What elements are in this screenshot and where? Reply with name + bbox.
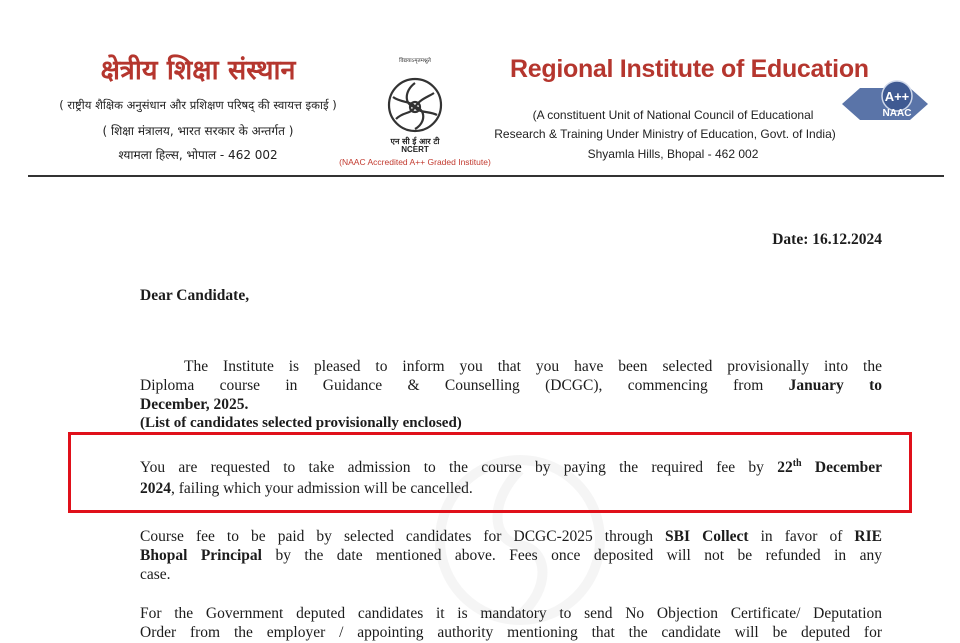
hindi-address: श्यामला हिल्स, भोपाल - 462 002 xyxy=(118,148,278,162)
para1-line3: December, 2025. xyxy=(140,396,249,413)
naac-badge-grade: A++ xyxy=(884,89,910,104)
salutation: Dear Candidate, xyxy=(140,287,250,304)
naac-accreditation-note: (NAAC Accredited A++ Graded Institute) xyxy=(339,157,491,167)
para1-line4: (List of candidates selected provisionally enclosed) xyxy=(140,415,462,431)
header-divider xyxy=(28,175,944,177)
para2-line1: You are requested to take admission to the course by paying the required fee by 22th December xyxy=(140,458,882,476)
hindi-subtitle-1: ( राष्ट्रीय शैक्षिक अनुसंधान और प्रशिक्षण परिषद् की स्वायत्त इकाई ) xyxy=(59,98,337,112)
para4-line1: For the Government deputed candidates it is mandatory to send No Objection Certificate/ Deputation xyxy=(140,605,882,622)
para1-line2: Diploma course in Guidance & Counselling (DCGC), commencing from January to xyxy=(140,377,883,394)
para3-line3: case. xyxy=(140,566,171,583)
naac-badge-label: NAAC xyxy=(882,108,912,119)
para3-line2: Bhopal Principal by the date mentioned above. Fees once deposited will not be refunded in any xyxy=(140,547,882,564)
english-subtitle-1: (A constituent Unit of National Council of Educational xyxy=(532,108,814,122)
ncert-motto: विद्ययाऽमृतमश्नुते xyxy=(399,58,431,64)
ncert-hindi-label: एन सी ई आर टी xyxy=(390,137,440,146)
hindi-subtitle-2: ( शिक्षा मंत्रालय, भारत सरकार के अन्तर्गत ) xyxy=(102,124,294,138)
para4-line2: Order from the employer / appointing authority mentioning that the candidate will be deputed for xyxy=(140,624,882,641)
institute-name-hindi: क्षेत्रीय शिक्षा संस्थान xyxy=(100,55,296,86)
english-subtitle-2: Research & Training Under Ministry of Education, Govt. of India) xyxy=(494,127,836,141)
naac-badge-icon xyxy=(842,80,928,128)
letter-date: Date: 16.12.2024 xyxy=(772,231,882,248)
english-address: Shyamla Hills, Bhopal - 462 002 xyxy=(587,147,759,161)
para3-line1: Course fee to be paid by selected candidates for DCGC-2025 through SBI Collect in favor of RIE xyxy=(140,528,882,545)
ncert-english-label: NCERT xyxy=(401,145,429,154)
para1-line1: The Institute is pleased to inform you that you have been selected provisionally into the xyxy=(184,358,882,375)
para2-line2: 2024, failing which your admission will be cancelled. xyxy=(140,480,473,497)
institute-name-english: Regional Institute of Education xyxy=(510,55,869,83)
